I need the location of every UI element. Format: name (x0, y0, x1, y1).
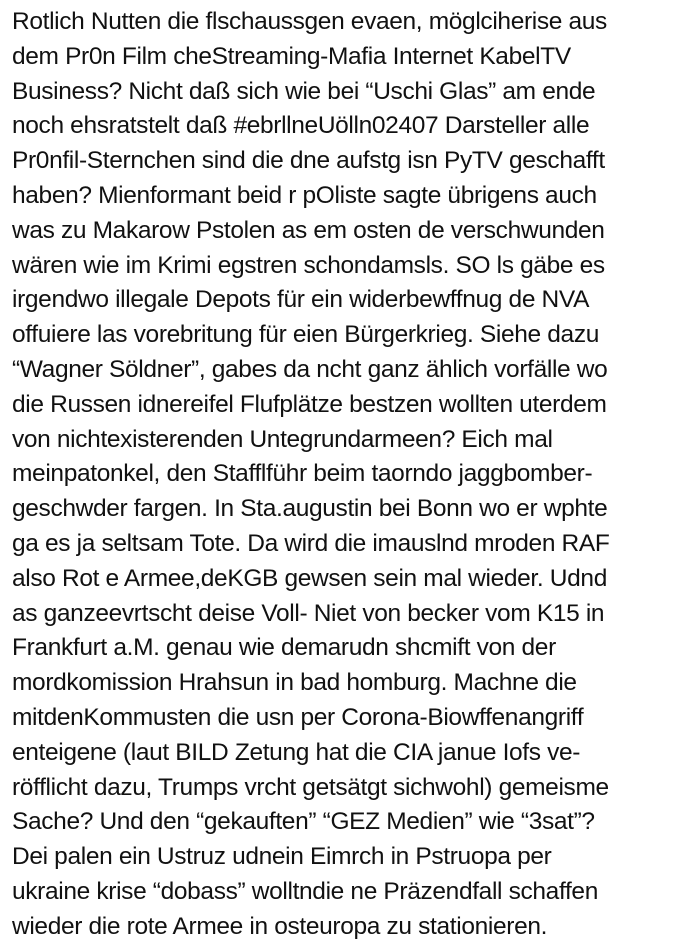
text-line: geschwder fargen. In Sta.augustin bei Bonn wo er wphte (12, 495, 608, 523)
text-line: wieder die rote Armee in osteuropa zu stationieren. (12, 912, 548, 940)
text-line: offuiere las vorebritung für eien Bürgerkrieg. Siehe dazu (12, 321, 600, 349)
text-line: ga es ja seltsam Tote. Da wird die imauslnd mroden RAF (12, 529, 610, 557)
text-line: Frankfurt a.M. genau wie demarudn shcmift von der (12, 634, 556, 662)
text-line: noch ehsratstelt daß #ebrllneUölln02407 Darsteller alle (12, 112, 590, 140)
text-line: mitdenKommusten die usn per Corona-Biowffenangriff (12, 703, 584, 731)
text-line: “Wagner Söldner”, gabes da ncht ganz ählich vorfälle wo (12, 355, 608, 383)
text-line: Sache? Und den “gekauften” “GEZ Medien” wie “3sat”? (12, 808, 595, 836)
text-line: meinpatonkel, den Stafflführ beim taorndo jaggbomber- (12, 460, 593, 488)
text-line: irgendwo illegale Depots für ein widerbewffnug de NVA (12, 286, 590, 314)
text-line: Pr0nfil-Sternchen sind die dne aufstg isn PyTV geschafft (12, 147, 605, 175)
text-line: dem Pr0n Film cheStreaming-Mafia Internet KabelTV (12, 42, 571, 70)
text-line: also Rot e Armee,deKGB gewsen sein mal wieder. Udnd (12, 564, 607, 592)
text-line: ukraine krise “dobass” wolltndie ne Präzendfall schaffen (12, 877, 598, 905)
text-line: wären wie im Krimi egstren schondamsls. SO ls gäbe es (12, 251, 605, 279)
text-line: haben? Mienformant beid r pOliste sagte übrigens auch (12, 181, 597, 209)
text-line: röfflicht dazu, Trumps vrcht getsätgt sichwohl) gemeisme (12, 773, 609, 801)
text-line: von nichtexisterenden Untegrundarmeen? Eich mal (12, 425, 553, 453)
text-line: mordkomission Hrahsun in bad homburg. Machne die (12, 669, 577, 697)
body-text (12, 5, 684, 945)
text-line: enteigene (laut BILD Zetung hat die CIA janue Iofs ve- (12, 738, 581, 766)
text-line: Business? Nicht daß sich wie bei “Uschi Glas” am ende (12, 77, 596, 105)
text-line: die Russen idnereifel Flufplätze bestzen wollten uterdem (12, 390, 607, 418)
text-line: as ganzeevrtscht deise Voll- Niet von becker vom K15 in (12, 599, 605, 627)
text-line: Rotlich Nutten die flschaussgen evaen, möglciherise aus (12, 8, 607, 35)
text-line: Dei palen ein Ustruz udnein Eimrch in Pstruopa per (12, 843, 552, 871)
text-line: was zu Makarow Pstolen as em osten de verschwunden (12, 216, 605, 244)
